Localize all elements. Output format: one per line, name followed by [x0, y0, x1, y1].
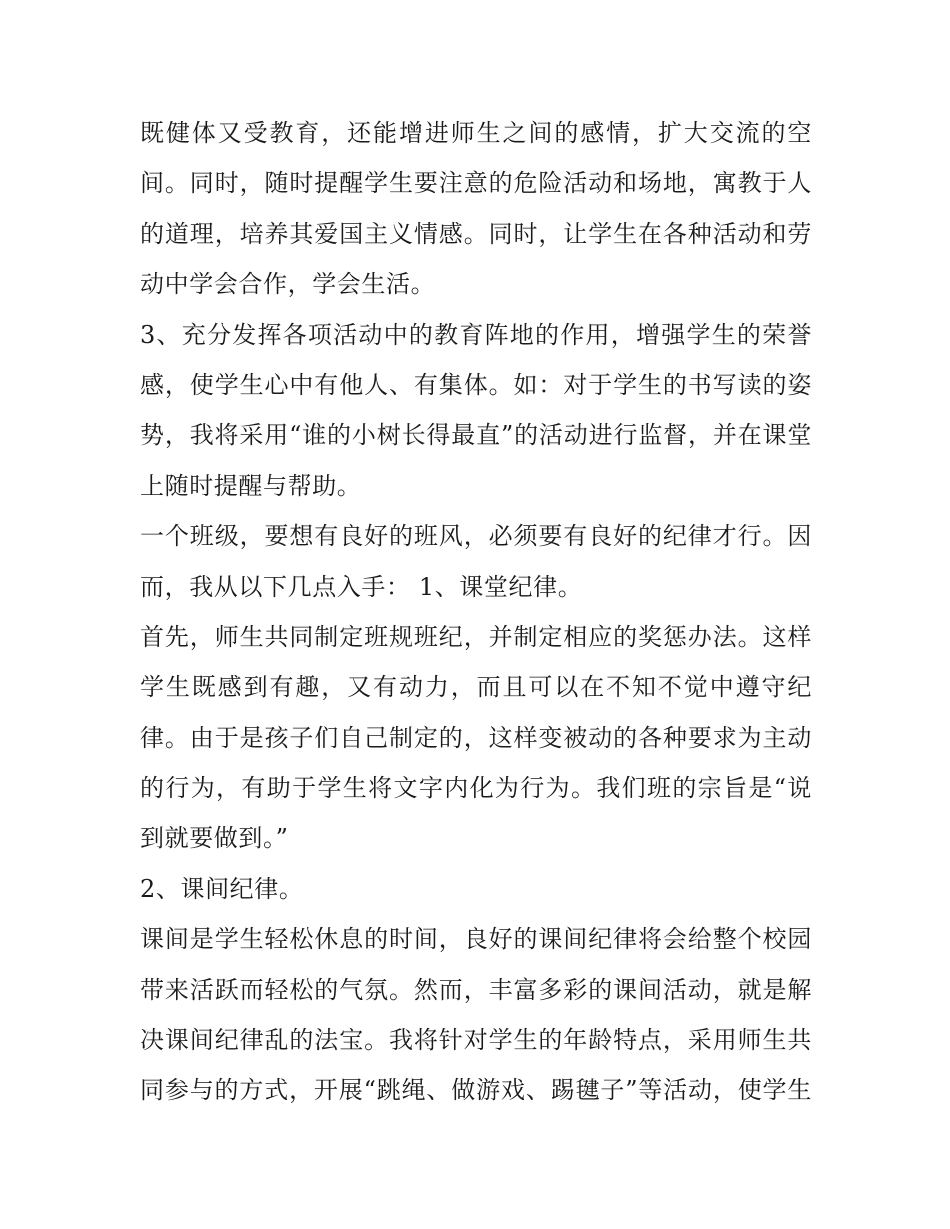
- text-line: 的道理，培养其爱国主义情感。同时，让学生在各种活动和劳: [140, 219, 812, 248]
- text-line: 课间是学生轻松休息的时间，良好的课间纪律将会给整个校园: [140, 925, 812, 954]
- text-line: 决课间纪律乱的法宝。我将针对学生的年龄特点，采用师生共: [140, 1026, 812, 1055]
- heading-break-discipline: [140, 864, 812, 914]
- text-line: 带来活跃而轻松的气氛。然而，丰富多彩的课间活动，就是解: [140, 975, 812, 1004]
- document-body: [140, 108, 812, 1116]
- text-line: 同参与的方式，开展“跳绳、做游戏、踢毽子”等活动，使学生: [140, 1076, 812, 1105]
- text-line: 首先，师生共同制定班规班纪，并制定相应的奖惩办法。这样: [140, 622, 812, 651]
- paragraph-point-3: [140, 310, 812, 512]
- text-line: 既健体又受教育，还能增进师生之间的感情，扩大交流的空: [140, 119, 812, 147]
- text-line: 2、课间纪律。: [140, 874, 304, 903]
- text-line: 学生既感到有趣，又有动力，而且可以在不知不觉中遵守纪: [140, 673, 812, 702]
- text-line: 律。由于是孩子们自己制定的，这样变被动的各种要求为主动: [140, 723, 812, 752]
- paragraph-class-rules: [140, 612, 812, 864]
- text-line: 3、充分发挥各项活动中的教育阵地的作用，增强学生的荣誉: [140, 320, 812, 349]
- text-line: 一个班级，要想有良好的班风，必须要有良好的纪律才行。因: [140, 522, 812, 551]
- text-line: 动中学会合作，学会生活。: [140, 270, 436, 299]
- text-line: 到就要做到。”: [140, 824, 289, 853]
- text-line: 上随时提醒与帮助。: [140, 471, 362, 500]
- paragraph-break-activities: [140, 914, 812, 1116]
- paragraph-class-discipline-intro: [140, 511, 812, 612]
- text-line: 的行为，有助于学生将文字内化为行为。我们班的宗旨是“说: [140, 774, 812, 803]
- text-line: 感，使学生心中有他人、有集体。如：对于学生的书写读的姿: [140, 370, 812, 399]
- text-line: 间。同时，随时提醒学生要注意的危险活动和场地，寓教于人: [140, 169, 812, 198]
- paragraph-activities-benefits: [140, 108, 812, 310]
- text-line: 势，我将采用“谁的小树长得最直”的活动进行监督，并在课堂: [140, 421, 812, 450]
- text-line: 而，我从以下几点入手： 1、课堂纪律。: [140, 572, 583, 601]
